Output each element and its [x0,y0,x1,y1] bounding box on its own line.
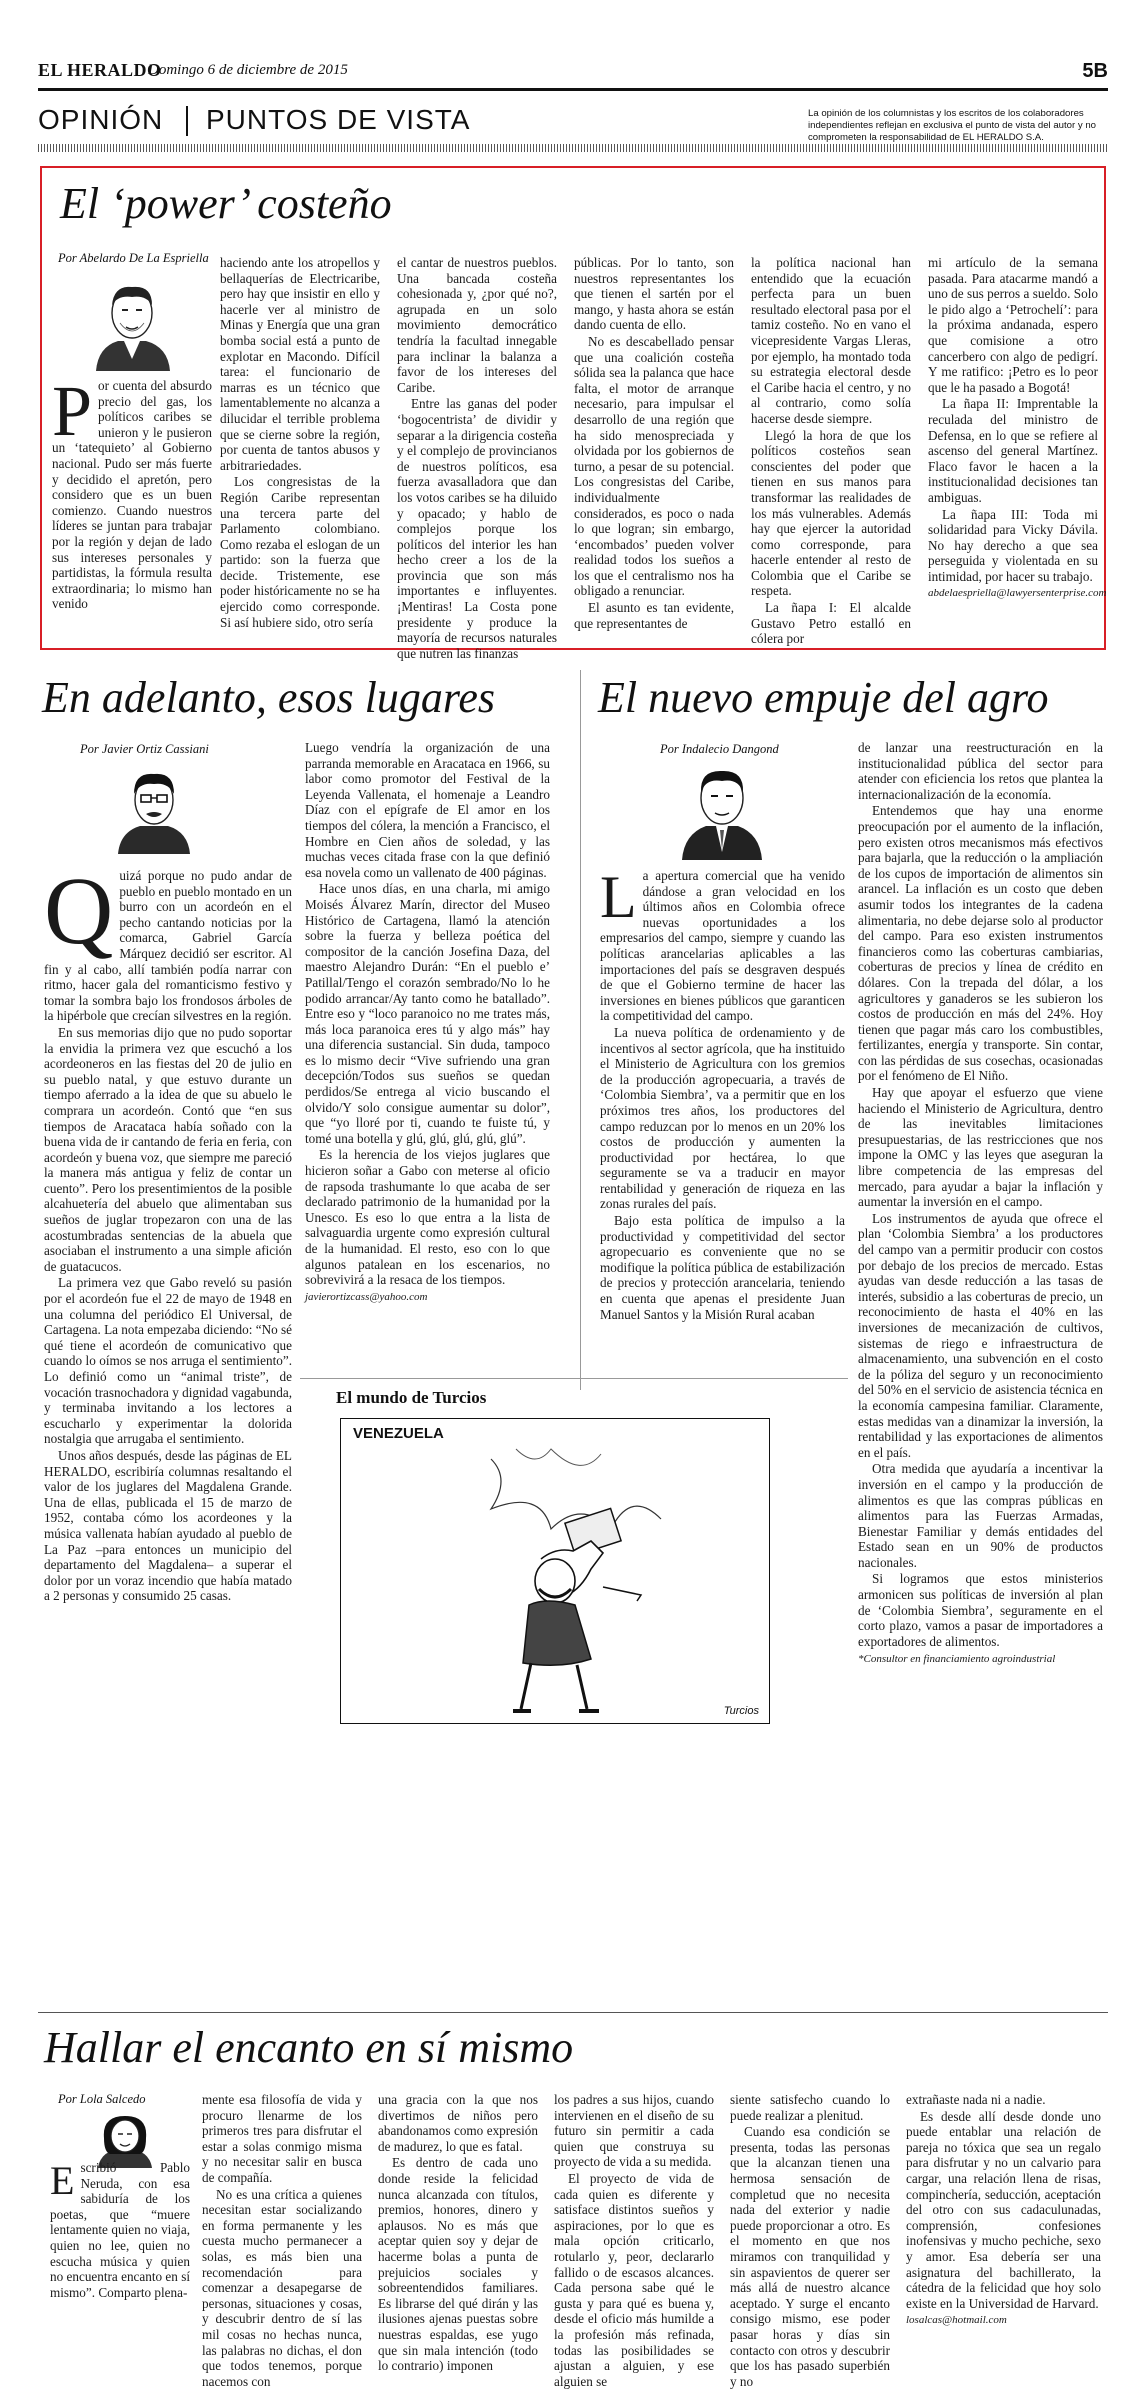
article-column [305,740,550,1386]
section-header [38,98,1108,143]
article-column [751,255,911,647]
paragraph: de lanzar una reestructuración en la institucionalidad pública del sector para atender con eficiencia los retos que plantea la internacionalización de la economía. [858,740,1103,802]
paragraph: La ñapa I: El alcalde Gustavo Petro estalló en cólera por [751,600,911,647]
cartoon-title: El mundo de Turcios [336,1388,487,1407]
paragraph: La nueva política de ordenamiento y de incentivos al sector agrícola, que ha instituido el Ministerio de Agricultura con los gremios de la producción agropecuaria, a través de ‘Colombia Siembra’, va a permitir que en los próximos tres años, los productores del campo reduzcan por lo menos en un 20% los costos de producción y aumenten la productividad por hectárea, lo que seguramente se va a traducir en mayor rentabilidad y generación de riqueza en las zonas rurales del país. [600,1024,845,1212]
paragraph: extrañaste nada ni a nadie. [906,2092,1046,2107]
section-name: OPINIÓN [38,104,164,135]
article-column [600,864,845,1388]
paragraph: Los congresistas de la Región Caribe representan una tercera parte del Parlamento colombiano. Como rezaba el eslogan de un partido: son la fuerza que decide. Tristemente, ese poder históricamente no se ha ejercido como corresponde. Si así hubiere sido, otro sería [220,474,380,630]
article-column [554,2092,714,2389]
section-divider [186,106,188,136]
article-column [52,371,212,640]
paragraph: Es desde allí desde donde uno puede entablar una relación de pareja no tóxica que sea un regalo para disfrutar y no un calvario para cargar, una relación llena de risas, compinchería, seducción, aceptación del otro con sus cadaculunadas, comprensión, confesiones inofensivas y mucho pechiche, sexo y amor. Esa debería ser una asignatura del bachillerato, la cátedra de la felicidad que hoy solo existe en la Universidad de Harvard. [906,2108,1101,2311]
paragraph: Los instrumentos de ayuda que ofrece el plan ‘Colombia Siembra’ a los productores del campo van a permitir producir con costos por debajo de los precios de mercado. Estas ayudas van desde reducción a las tasas de interés, subsidio a las coberturas de precio, un reconocimiento de hasta el 40% en las inversiones de mecanización de cultivos, sistemas de riego e infraestructura de almacenamiento, una subvención en el costo de la póliza del seguro y un reconocimiento del 50% en el servicio de asistencia técnica en la economía campesina familiar. Claramente, estas medidas van a dinamizar la inversión, la rentabilidad y las exportaciones de alimentos en el país. [858,1210,1103,1460]
article-column [202,2092,362,2389]
newspaper-brand: EL HERALDO [38,60,162,80]
article-column [220,255,380,640]
article-column [928,255,1107,643]
masthead [38,58,1108,84]
paragraph: Luego vendría la organización de una parranda memorable en Aracataca en 1966, su labor como promotor del Festival de la Leyenda Vallenata, el homenaje a Leandro Díaz con el epígrafe de El amor en los tiempos del cólera, la mención a Francisco, el Hombre en Cien años de soledad, y las muchas veces citada frase con la que definió esa novela como un vallenato de 400 páginas. [305,740,550,880]
section-divider [38,2012,1108,2013]
paragraph: mi artículo de la semana pasada. Para atacarme mandó a uno de sus perros a sueldo. Solo le pido algo a ‘Petrochelí’: para la próxima andanada, espero que comisione a otro cancerbero con algo de pedigrí. Y me ratifico: ¡Petro es lo peor que le ha pasado a Bogotá! [928,255,1098,395]
paragraph: No es una crítica a quienes necesitan estar socializando en forma permanente y les cuesta mucho permanecer a solas, es más bien una recomendación para comenzar a desapegarse de personas, situaciones y cosas, y descubrir dentro de sí las mil cosas no hechas nunca, las palabras no dichas, el don que todos tenemos, porque nacemos con [202,2186,362,2389]
article-column [378,2092,538,2374]
page-number: 5B [1082,60,1108,82]
paragraph: Hay que apoyar el esfuerzo que viene haciendo el Ministerio de Agricultura, dentro de las inevitables limitaciones presupuestarias, de las restricciones que nos impone la OMC y las leyes que aseguran la libre competencia de las empresas del mercado, para ayudar a bajar la inflación y aumentar la inversión en el campo. [858,1085,1103,1210]
paragraph: uizá porque no pudo andar de pueblo en pueblo montado en un burro con un acordeón en el pecho cantando noticias por la comarca, Gabriel García Márquez decidió ser escritor. Al fin y al cabo, allí también podía narrar con ritmo, hacer gala del romanticismo festivo y tomar la sombra bajo los frondosos árboles de la hipérbole que crecían silvestres en la región. [44,868,292,1024]
author-portrait [678,760,766,860]
cartoonist-signature: Turcios [723,1705,759,1717]
author-email: javierortizcass@yahoo.com [305,1290,428,1303]
paragraph: Es dentro de cada uno donde reside la felicidad nunca alcanzada con títulos, premios, honores, dinero y aplausos. No es más que aceptar quien soy y dejar de hacerme bolas a punta de prejuicios sociales y sobreentendidos familiares. Es librarse del qué dirán y las ilusiones ajenas puestas sobre nuestras espaldas, ese yugo que sin mala intención (todo lo contrario) imponen [378,2155,538,2374]
author-portrait [88,275,176,371]
paragraph: siente satisfecho cuando lo puede realizar a plenitud. [730,2092,890,2123]
article-byline: Por Javier Ortiz Cassiani [80,742,209,756]
editorial-cartoon [340,1418,770,1724]
author-email: losalcas@hotmail.com [906,2314,1007,2327]
paragraph: los padres a sus hijos, cuando intervienen en el diseño de su futuro sin permitir a cada quien que construya su proyecto de vida a su medida. [554,2092,714,2170]
paragraph: Cuando esa condición se presenta, todas las personas que la alcanzan tienen una hermosa sensación de completud que no necesita nada del exterior y nadie puede proporcionar a otro. Es el momento en que nos miramos con tranquilidad y sin aspavientos de querer ser más allá de nuestro alcance aceptado. Y surge el encanto consigo mismo, ese poder pasar horas y días sin contacto con otros y descubrir que los has pasado superbién y no [730,2124,890,2389]
paragraph: Entre las ganas del poder ‘bogocentrista’ de dividir y separar a la dirigencia costeña y el complejo de provincianos de nuestros políticos, esa fuerza avasalladora que dan los votos caribes se ha diluido y opacado; y hablo de complejos porque los políticos del interior les han hecho creer a los de la provincia que son más importantes e influyentes. ¡Mentiras! La Costa pone presidente y produce la mayoría de recursos naturales que nutren las finanzas [397,396,557,661]
masthead-rule [38,88,1108,91]
author-email: abdelaespriella@lawyersenterprise.com [928,587,1107,600]
paragraph: Llegó la hora de que los políticos costeños sean conscientes del poder que tienen en sus manos para transformar las realidades de los más vulnerables. Además hay que ejercer la autoridad como corresponde, para hacerle entender al resto de Colombia que el Caribe se respeta. [751,427,911,599]
article-column [397,255,557,661]
paragraph: Si logramos que estos ministerios armonicen sus políticas de inversión al plan de ‘Colombia Siembra’, seguramente en el corto plazo, vamos a pasar de importadores a exportadores de alimentos. [858,1571,1103,1649]
article-byline: Por Lola Salcedo [58,2092,146,2106]
paragraph: La primera vez que Gabo reveló su pasión por el acordeón fue el 22 de mayo de 1948 en una columna del periódico El Universal, de Cartagena. La nota empezaba diciendo: “No sé qué tiene el acordeón de comunicativo que cuando lo oímos se nos arruga el sentimiento”. Lo definió como un “animal triste”, de vocación trasnochadora y dignidad vagabunda, y terminaba invitando a los lectores a escucharlo y experimentar la dolorida nostalgia que arrugaba el sentimiento. [44,1275,292,1447]
paragraph: Entendemos que hay una enorme preocupación por el aumento de la inflación, pero existen otros mecanismos más efectivos para bajarla, que la reducción o la ampliación de los cupos de importación de alimentos sin arancel. La inflación es un costo que deben asumir todos los integrantes de la cadena alimentaria, no debe dejarse solo al productor del campo. Para eso existen instrumentos financieros como las coberturas cambiarias, coberturas de precios y línea de crédito en dólares. Con la trepada del dólar, a los agricultores y ganaderos se les subieron los costos de producción en más del 24%. Hoy tienen que pagar más caro los combustibles, fertilizantes, energía y transporte. Sin contar, con las pérdidas de sus cosechas, ocasionadas por el fenómeno de El Niño. [858,803,1103,1084]
paragraph: En sus memorias dijo que no pudo soportar la envidia la primera vez que escuchó a los acordeoneros en las fiestas del 20 de julio en su pueblo natal, y que estuvo durante un tiempo aferrado a la idea de que su abuelo le comprara un acordeón. Contó que “en sus tiempos de Aracataca había soñado con la buena vida de ir cantando de feria en feria, con acordeón y buena voz, que siempre me pareció la manera más antigua y feliz de contar un cuento”. Pero los presentimientos de la posible alcahuetería del abuelo que alimentaban sus sueños de juglar tropezaron con una de las acostumbradas sentencias de la abuela que asociaban el instrumento a una simple afición de guatacucos. [44,1024,292,1274]
paragraph: El proyecto de vida de cada quien es diferente y satisface distintos sueños y aspiraciones, por lo que es mala opción criticarlo, rotularlo y, peor, declararlo fallido o de escasos alcances. Cada persona sabe qué le gusta y para qué es buena y, desde el oficio más humilde a la profesión más refinada, todas las posibilidades se ajustan a alguien, y ese alguien se [554,2170,714,2389]
cartoon-label: VENEZUELA [353,1425,444,1442]
paragraph: haciendo ante los atropellos y bellaquerías de Electricaribe, pero hay que insistir en ello y hacerle ver al ministro de Minas y Energía que una gran bomba social está a punto de explotar en Macondo. Difícil tarea: el funcionario de marras es un técnico que lamentablemente no alcanza a dilucidar el terrible problema que se cierne sobre la región, por cuenta de tantos abusos y arbitrariedades. [220,255,380,473]
author-portrait [112,764,196,854]
paragraph: mente esa filosofía de vida y procuro llenarme de los primeros tres para disfrutar el estar a solas conmigo misma y no necesitar salir en busca de compañía. [202,2092,362,2185]
paragraph: El asunto es tan evidente, que representantes de [574,600,734,631]
section-disclaimer: La opinión de los columnistas y los escritos de los colaboradores independientes reflejan en exclusiva el punto de vista del autor y no comprometen la responsabilidad de EL HERALDO S.A. [808,108,1097,143]
drop-cap: Q [44,857,114,964]
article-headline: El nuevo empuje del agro [598,673,1049,722]
article-headline: En adelanto, esos lugares [42,673,495,722]
paragraph: Bajo esta política de impulso a la productividad y competitividad del sector agropecuario es conveniente que no se modifique la política pública de estabilización de precios y protección arancelaria, teniendo en cuenta que apenas el presidente Juan Manuel Santos y la Misión Rural acaban [600,1213,845,1322]
paragraph: scribió Pablo Neruda, con esa sabiduría de los poetas, que “muere lentamente quien no viaja, quien no lee, quien no escucha música y quien no encuentra encanto en sí mismo”. Comparto plena- [50,2160,190,2300]
paragraph: Hace unos días, en una charla, mi amigo Moisés Álvarez Marín, director del Museo Histórico de Cartagena, llamó la atención sobre la fuerza y belleza poética del compositor de la canción Josefina Daza, del maestro Alejandro Durán: “En el pueblo e’ Patillal/Tengo el corazón sembrado/No lo he podido arrancar/Ay tanto como he batallado”. Entre eso y “loco paranoico no me trates más, más loca paranoica eres tú y algo más” hay una diferencia sustancial. Sin duda, tampoco es lo mismo decir “Vive sufriendo una gran decepción/Todos sus sueños se quedan perdidos/Se entrega al vicio buscando el olvido/Y solo consigue aumentar su dolor”, que “yo lloré por ti, cuando te fuiste tú, y tomé una botella y glú, glú, glú, glú, glú”. [305,881,550,1146]
section-divider [300,1378,848,1379]
article-column [50,2158,190,2300]
article-column [730,2092,890,2389]
paragraph: Otra medida que ayudaría a incentivar la inversión en el campo y la producción de alimentos es que las compras públicas en alimentos para las Fuerzas Armadas, Bienestar Familiar y demás entidades del Estado sean en un 90% de productos nacionales. [858,1461,1103,1570]
paragraph: a apertura comercial que ha venido dándose a gran velocidad en los últimos años en Colombia ofrece nuevas oportunidades a los empresarios del campo, siempre y cuando las políticas arancelarias aplicables a las importaciones del país se desgraven después de que el Gobierno termine de hacer las inversiones en bienes públicos que garanticen la competitividad del campo. [600,868,845,1024]
drop-cap: P [52,371,93,451]
article-column [574,255,734,640]
paragraph: públicas. Por lo tanto, son nuestros representantes los que tienen el sartén por el mango, y hasta ahora se están dando cuenta de ello. [574,255,734,333]
hatch-divider [38,144,1108,152]
paragraph: una gracia con la que nos divertimos de niños pero abandonamos como expresión de madurez, lo que es fatal. [378,2092,538,2154]
paragraph: La ñapa III: Toda mi solidaridad para Vicky Dávila. No hay derecho a que sea perseguida y violentada en su intimidad, por hacer su trabajo. [928,506,1098,584]
cartoon-drawing [341,1419,771,1725]
article-byline: Por Indalecio Dangond [660,742,779,756]
paragraph: La ñapa II: Imprentable la reculada del ministro de Defensa, en lo que se refiere al ascenso del general Martínez. Flaco favor le hacen a la institucionalidad decisiones tan ambiguas. [928,396,1098,505]
article-headline: El ‘power’ costeño [60,179,392,228]
author-footnote: *Consultor en financiamiento agroindustrial [858,1653,1056,1666]
paragraph: No es descabellado pensar que una coalición costeña sólida sea la palanca que hace falta, el motor de arranque necesario, para impulsar el desarrollo de una región que ha sido menospreciada y olvidada por los gobiernos de turno, a pesar de su potencial. Los congresistas del Caribe, individualmente considerados, es poco o nada lo que logran; sin embargo, ‘encombados’ pueden volver realidad todos los sueños a los que el centralismo nos ha obligado a renunciar. [574,333,734,599]
paragraph: el cantar de nuestros pueblos. Una bancada costeña cohesionada y, ¿por qué no?, agrupada en un solo movimiento democrático tendría la facultad innegable para inclinar la balanza a favor de los intereses del Caribe. [397,255,557,395]
article-column [44,857,292,2004]
article-byline: Por Abelardo De La Espriella [58,251,209,265]
paragraph: Unos años después, desde las páginas de EL HERALDO, escribiría columnas resaltando el valor de los juglares del Magdalena Grande. Una de ellas, publicada el 15 de marzo de 1952, contaba cómo los acordeones y la música vallenata habían ayudado al pueblo de La Paz –para entonces un municipio del departamento del Magdalena– a superar el dolor por un voraz incendio que había matado a 2 personas y consumido 25 casas. [44,1447,292,1604]
column-divider [580,670,581,1390]
issue-date: Domingo 6 de diciembre de 2015 [148,62,348,78]
paragraph: la política nacional han entendido que la ecuación perfecta para un buen resultado electoral pasa por el tamiz costeño. No en vano el vicepresidente Vargas Lleras, por ejemplo, ha montado toda su estrategia electoral desde el Caribe hacia el centro, y no al contrario, como solía hacerse desde siempre. [751,255,911,426]
article-column [858,740,1103,2006]
paragraph: Es la herencia de los viejos juglares que hicieron soñar a Gabo con meterse al oficio de rapsoda trashumante lo que acaba de ser declarado patrimonio de la humanidad por la Unesco. Es eso lo que entra a la lista de salvaguardia urgente como expresión cultural de la humanidad. El resto, eso con lo que algunos patalean en los escenarios, no sobrevivirá a la resaca de los tiempos. [305,1147,550,1288]
drop-cap: E [50,2158,75,2203]
paragraph: or cuenta del absurdo precio del gas, los políticos caribes se unieron y le pusieron un ‘tatequieto’ al Gobierno nacional. Pudo ser más fuerte y decidido el apretón, pero considero que es un buen comienzo. Cuando nuestros líderes se juntan para trabajar por la región y dejan de lado sus intereses personales y partidistas, la fórmula resulta extraordinaria; lo mismo han venido [52,378,212,612]
drop-cap: L [600,864,637,930]
article-column [906,2092,1101,2327]
article-headline: Hallar el encanto en sí mismo [44,2023,574,2072]
section-subtitle: PUNTOS DE VISTA [206,104,471,135]
